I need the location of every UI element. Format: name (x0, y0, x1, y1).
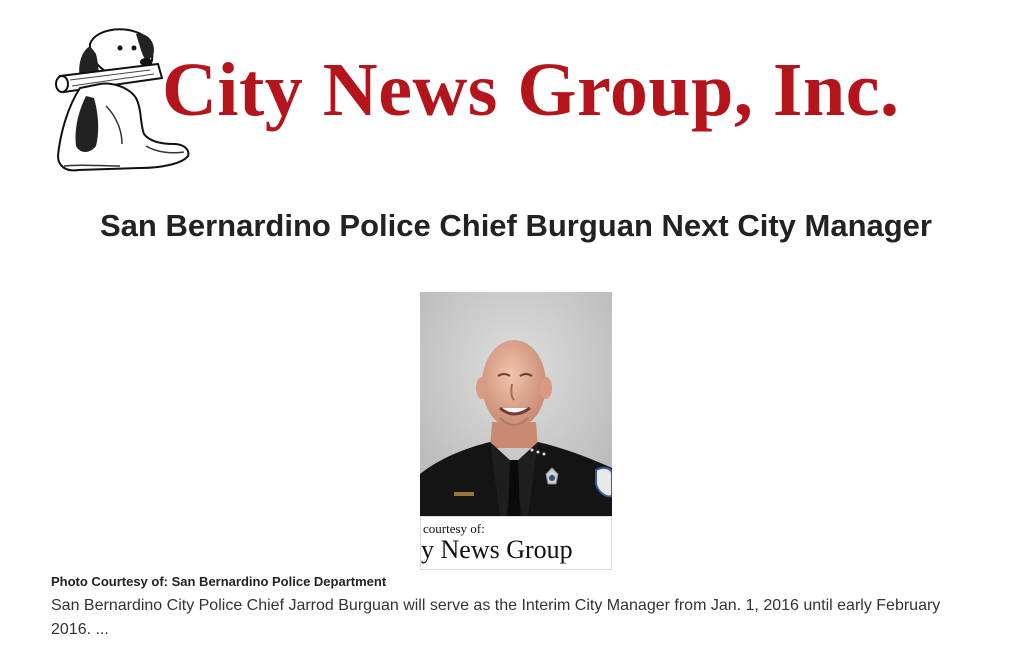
photo-watermark-band (420, 516, 612, 570)
article-summary: San Bernardino City Police Chief Jarrod Burguan will serve as the Interim City Manager from Jan. 1, 2016 until early February 2016. ... (51, 597, 941, 638)
masthead-logo[interactable] (50, 26, 980, 176)
police-chief-portrait (420, 292, 612, 516)
watermark-line-2: y News Group (421, 535, 573, 564)
watermark-line-1: courtesy of: (423, 521, 485, 536)
photo-credit: Photo Courtesy of: San Bernardino Police Department (51, 574, 387, 589)
site-name-wordmark: City News Group, Inc. (162, 48, 900, 132)
article-headline[interactable]: San Bernardino Police Chief Burguan Next City Manager (100, 208, 932, 243)
article-photo[interactable] (420, 292, 612, 570)
